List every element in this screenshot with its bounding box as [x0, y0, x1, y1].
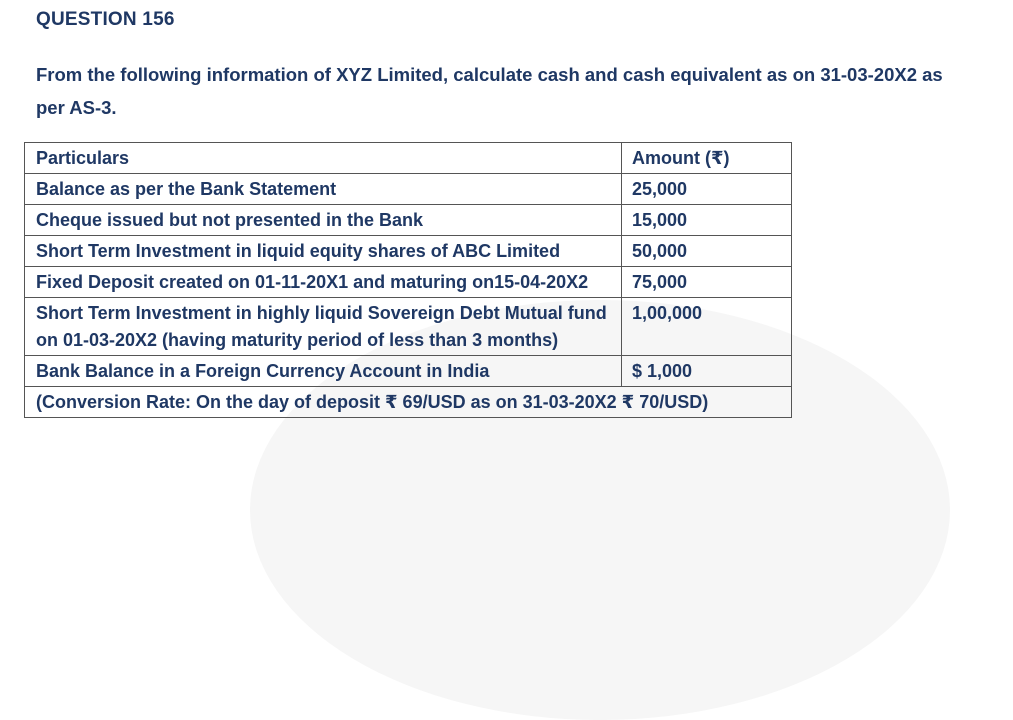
- table-row: [25, 236, 792, 267]
- row-particulars: Balance as per the Bank Statement: [25, 174, 622, 205]
- row-particulars: Short Term Investment in liquid equity shares of ABC Limited: [25, 236, 622, 267]
- header-particulars: Particulars: [25, 143, 622, 174]
- row-amount: 75,000: [622, 267, 792, 298]
- particulars-table: [24, 142, 792, 418]
- header-amount: Amount (₹): [622, 143, 792, 174]
- table-row: [25, 298, 792, 356]
- row-amount: 50,000: [622, 236, 792, 267]
- row-amount: $ 1,000: [622, 356, 792, 387]
- table-row: [25, 267, 792, 298]
- question-text: From the following information of XYZ Limited, calculate cash and cash equivalent as on 31-03-20X2 as per AS-3.: [36, 64, 943, 118]
- table-row: [25, 205, 792, 236]
- question-title: QUESTION 156: [36, 9, 175, 30]
- row-particulars: Cheque issued but not presented in the Bank: [25, 205, 622, 236]
- row-amount: 25,000: [622, 174, 792, 205]
- row-particulars: Bank Balance in a Foreign Currency Account in India: [25, 356, 622, 387]
- row-amount: 1,00,000: [622, 298, 792, 356]
- row-particulars: Fixed Deposit created on 01-11-20X1 and maturing on15-04-20X2: [25, 267, 622, 298]
- table-header-row: [25, 143, 792, 174]
- conversion-rate-note: (Conversion Rate: On the day of deposit ₹ 69/USD as on 31-03-20X2 ₹ 70/USD): [25, 387, 792, 418]
- row-amount: 15,000: [622, 205, 792, 236]
- table-row: [25, 174, 792, 205]
- table-row: [25, 356, 792, 387]
- table-note-row: [25, 387, 792, 418]
- row-particulars: Short Term Investment in highly liquid Sovereign Debt Mutual fund on 01-03-20X2 (having maturity period of less than 3 months): [25, 298, 622, 356]
